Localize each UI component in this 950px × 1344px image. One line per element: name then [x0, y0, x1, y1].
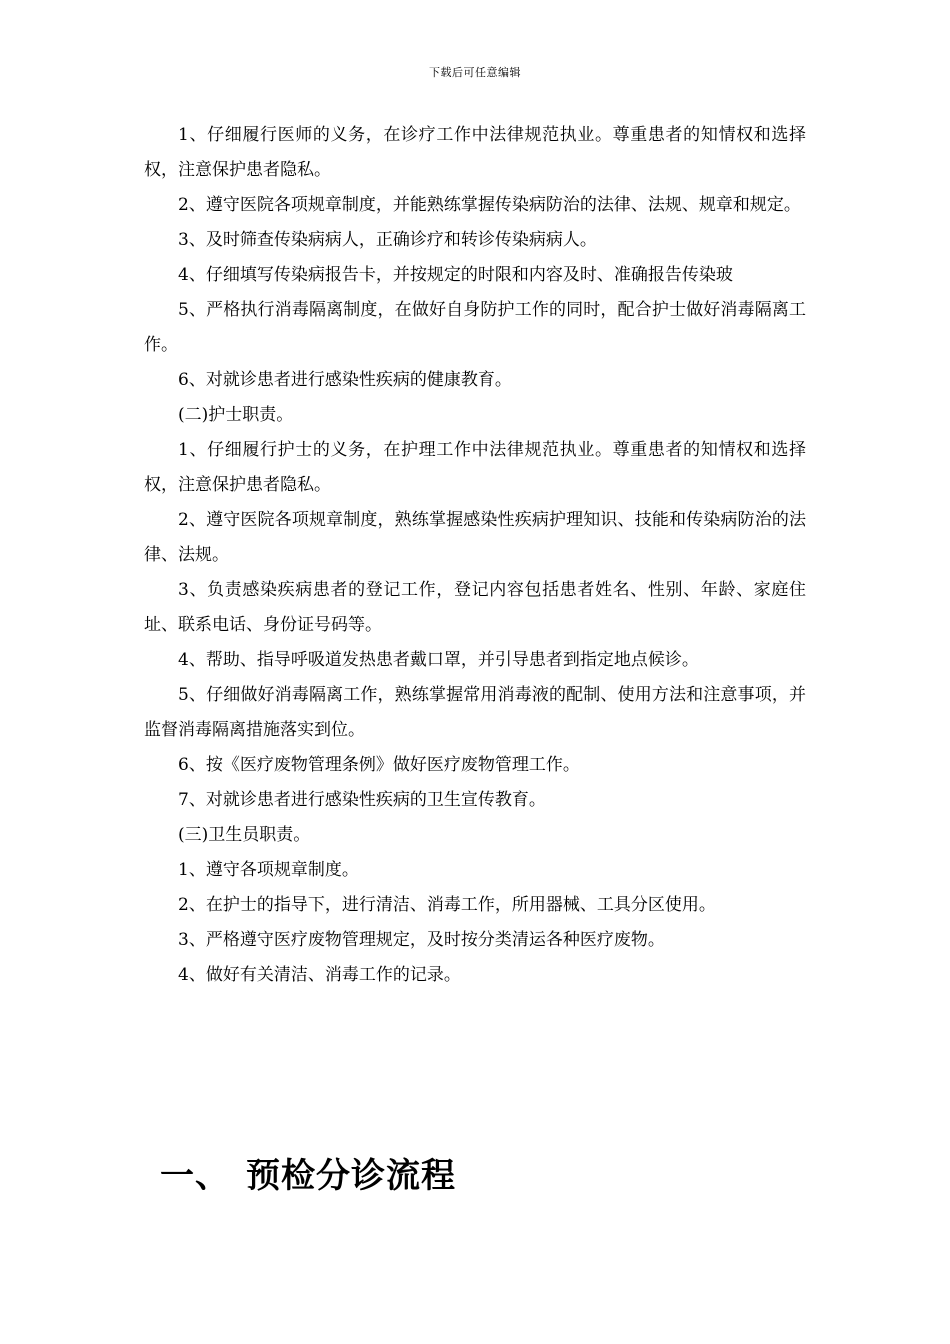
page-header: 下载后可任意编辑 — [429, 66, 521, 79]
paragraph-nurse-7: 7、对就诊患者进行感染性疾病的卫生宣传教育。 — [178, 790, 546, 810]
paragraph-sanitation-4: 4、做好有关清洁、消毒工作的记录。 — [178, 965, 461, 985]
paragraph-sanitation-3: 3、严格遵守医疗废物管理规定，及时按分类清运各种医疗废物。 — [178, 930, 665, 950]
paragraph-doctor-1: 1、仔细履行医师的义务，在诊疗工作中法律规范执业。尊重患者的知情权和选择权，注意保护患者隐私。 — [144, 125, 806, 180]
paragraph-doctor-4: 4、仔细填写传染病报告卡，并按规定的时限和内容及时、准确报告传染玻 — [178, 265, 733, 285]
section-title: 预检分诊流程 — [246, 1156, 456, 1196]
subheading-nurse: (二)护士职责。 — [178, 405, 294, 425]
paragraph-sanitation-1: 1、遵守各项规章制度。 — [178, 860, 359, 880]
paragraph-nurse-2: 2、遵守医院各项规章制度，熟练掌握感染性疾病护理知识、技能和传染病防治的法律、法规。 — [144, 510, 806, 565]
paragraph-doctor-3: 3、及时筛查传染病病人，正确诊疗和转诊传染病病人。 — [178, 230, 597, 250]
paragraph-nurse-1: 1、仔细履行护士的义务，在护理工作中法律规范执业。尊重患者的知情权和选择权，注意保护患者隐私。 — [144, 440, 806, 495]
subheading-sanitation: (三)卫生员职责。 — [178, 825, 311, 845]
paragraph-nurse-5: 5、仔细做好消毒隔离工作，熟练掌握常用消毒液的配制、使用方法和注意事项，并监督消毒隔离措施落实到位。 — [144, 685, 806, 740]
paragraph-nurse-4: 4、帮助、指导呼吸道发热患者戴口罩，并引导患者到指定地点候诊。 — [178, 650, 699, 670]
section-number: 一、 — [160, 1156, 230, 1196]
paragraph-sanitation-2: 2、在护士的指导下，进行清洁、消毒工作，所用器械、工具分区使用。 — [178, 895, 716, 915]
document-body — [144, 118, 806, 993]
paragraph-nurse-3: 3、负责感染疾病患者的登记工作，登记内容包括患者姓名、性别、年龄、家庭住址、联系电话、身份证号码等。 — [144, 580, 806, 635]
paragraph-doctor-5: 5、严格执行消毒隔离制度，在做好自身防护工作的同时，配合护士做好消毒隔离工作。 — [144, 300, 806, 355]
paragraph-doctor-6: 6、对就诊患者进行感染性疾病的健康教育。 — [178, 370, 512, 390]
paragraph-doctor-2: 2、遵守医院各项规章制度，并能熟练掌握传染病防治的法律、法规、规章和规定。 — [178, 195, 801, 215]
section-heading — [160, 1148, 456, 1197]
paragraph-nurse-6: 6、按《医疗废物管理条例》做好医疗废物管理工作。 — [178, 755, 580, 775]
